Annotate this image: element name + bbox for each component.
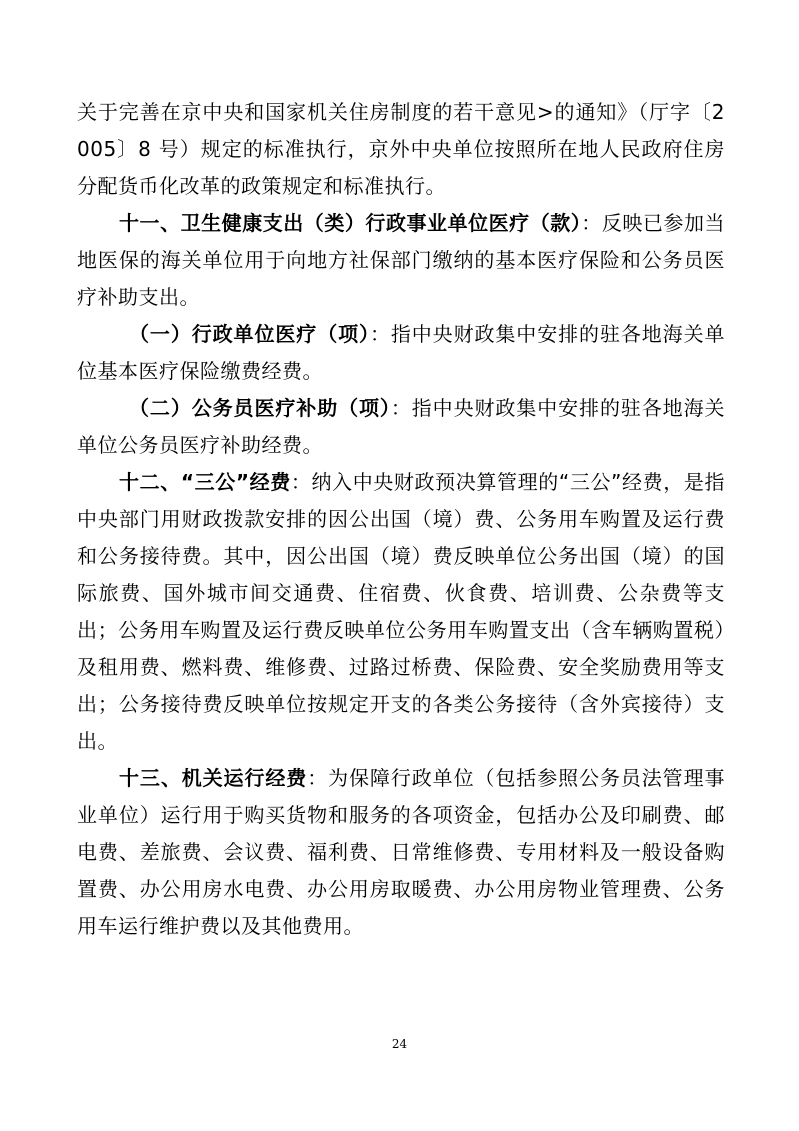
paragraph-housing-continuation xyxy=(77,94,725,205)
subsection-heading-two: （二）公务员医疗补助（项） xyxy=(129,396,391,420)
section-heading-twelve: 十二、“三公”经费 xyxy=(119,470,291,494)
paragraph-text: ：为保障行政单位（包括参照公务员法管理事业单位）运行用于购买货物和服务的各项资金，包括办公及印刷费、邮电费、差旅费、会议费、福利费、日常维修费、专用材料及一般设备购置费、办公用房水电费、办公用房取暖费、办公用房物业管理费、公务用车运行维护费以及其他费用。 xyxy=(77,766,726,938)
paragraph-text: ：指中央财政集中安排的驻各地海关单位公务员医疗补助经费。 xyxy=(77,396,726,457)
page-number: 24 xyxy=(391,1037,408,1051)
subsection-heading-one: （一）行政单位医疗（项） xyxy=(129,322,370,346)
document-body xyxy=(77,94,725,945)
paragraph-admin-medical xyxy=(77,316,725,390)
paragraph-operating-expenses xyxy=(77,760,725,945)
section-heading-thirteen: 十三、机关运行经费 xyxy=(119,766,308,790)
paragraph-three-public-expenses xyxy=(77,464,725,760)
paragraph-text: ：指中央财政集中安排的驻各地海关单位基本医疗保险缴费经费。 xyxy=(77,322,726,383)
paragraph-text: ：反映已参加当地医保的海关单位用于向地方社保部门缴纳的基本医疗保险和公务员医疗补助支出。 xyxy=(77,211,726,309)
paragraph-health-expenditure xyxy=(77,205,725,316)
paragraph-text: ：纳入中央财政预决算管理的“三公”经费，是指中央部门用财政拨款安排的因公出国（境）费、公务用车购置及运行费和公务接待费。其中，因公出国（境）费反映单位公务出国（境）的国际旅费、国外城市间交通费、住宿费、伙食费、培训费、公杂费等支出；公务用车购置及运行费反映单位公务用车购置支出（含车辆购置税）及租用费、燃料费、维修费、过路过桥费、保险费、安全奖励费用等支出；公务接待费反映单位按规定开支的各类公务接待（含外宾接待）支出。 xyxy=(77,470,725,753)
section-heading-eleven: 十一、卫生健康支出（类）行政事业单位医疗（款） xyxy=(119,211,582,235)
paragraph-civil-servant-medical xyxy=(77,390,725,464)
paragraph-text: 关于完善在京中央和国家机关住房制度的若干意见>的通知》（厅字〔2005〕8 号）规定的标准执行，京外中央单位按照所在地人民政府住房分配货币化改革的政策规定和标准执行。 xyxy=(77,100,725,198)
